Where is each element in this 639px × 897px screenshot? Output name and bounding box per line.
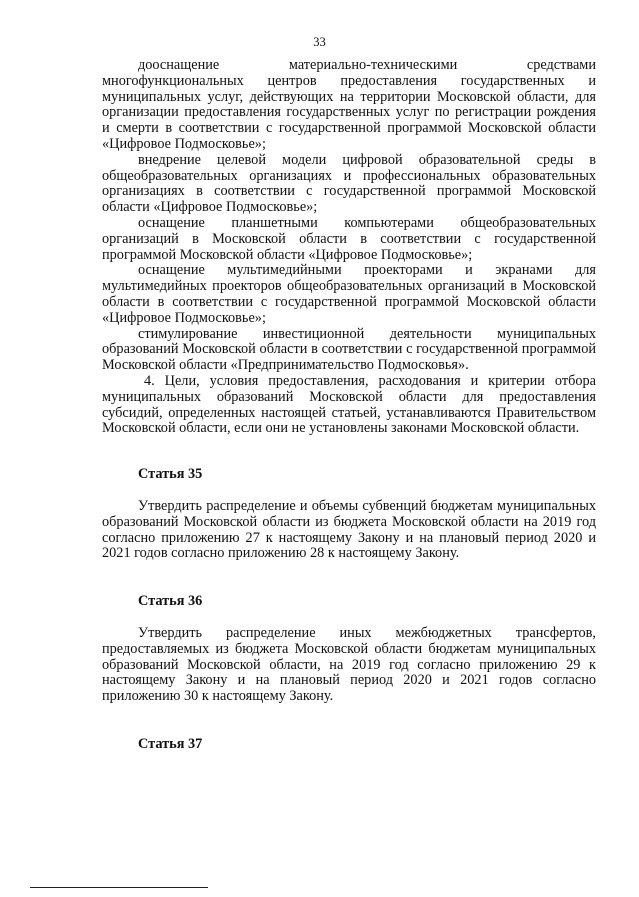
article-35-heading: Статья 35 bbox=[138, 466, 203, 483]
article-37-heading: Статья 37 bbox=[138, 735, 203, 752]
paragraph-tablets: оснащение планшетными компьютерами общеобразовательных организаций в Московской области в соответствии с государственной программой Московской области «Цифровое Подмосковье»; bbox=[102, 214, 596, 263]
paragraph-investment: стимулирование инвестиционной деятельности муниципальных образований Московской области в соответствии с государственной программой Московской области «Предпринимательство Подмосковья». bbox=[102, 325, 596, 374]
article-35-text: Утвердить распределение и объемы субвенций бюджетам муниципальных образований Московской области из бюджета Московской области на 2019 год согласно приложению 27 к настоящему Закону и на плановый период 2020 и 2021 годов согласно приложению 28 к настоящему Закону. bbox=[102, 497, 596, 562]
paragraph-projectors: оснащение мультимедийными проекторами и экранами для мультимедийных проекторов общеобразовательных организаций в Московской области в соответствии с государственной программой Московской области «Цифровое Подмосковье»; bbox=[102, 262, 596, 326]
paragraph-digital-education: внедрение целевой модели цифровой образовательной среды в общеобразовательных организациях и профессиональных образовательных организациях в соответствии с государственной программой Московской области «Цифровое Подмосковье»; bbox=[102, 151, 596, 216]
footnote-rule bbox=[30, 887, 208, 888]
article-36-text: Утвердить распределение иных межбюджетных трансфертов, предоставляемых из бюджета Московской области бюджетам муниципальных образований Московской области, на 2019 год согласно приложению 29 к настоящему Закону и на плановый период 2020 и 2021 годов согласно приложению 30 к настоящему Закону. bbox=[102, 624, 596, 705]
document-body bbox=[102, 58, 596, 753]
article-36-heading: Статья 36 bbox=[138, 593, 203, 610]
paragraph-equipping-mfc: дооснащение материально-техническими средствами многофункциональных центров предоставления государственных и муниципальных услуг, действующих на территории Московской области, для организации предоставления государственных услуг по регистрации рождения и смерти в соответствии с государственной программой Московской области «Цифровое Подмосковье»; bbox=[102, 57, 596, 152]
page-number: 33 bbox=[313, 35, 326, 49]
paragraph-item-4: 4. Цели, условия предоставления, расходования и критерии отбора муниципальных образований Московской области для предоставления субсидий, определенных настоящей статьей, устанавливаются Правительством Московской области, если они не установлены законами Московской области. bbox=[102, 372, 596, 437]
